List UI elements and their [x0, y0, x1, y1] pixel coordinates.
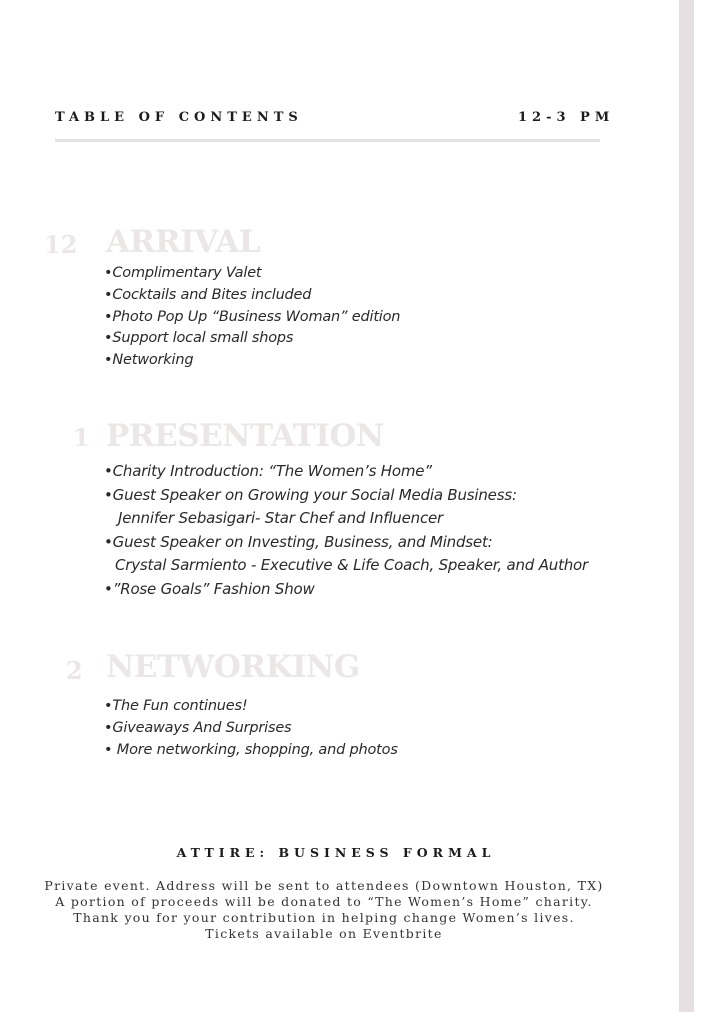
list-item: Crystal Sarmiento - Executive & Life Coach, Speaker, and Author	[115, 556, 588, 575]
list-item: Jennifer Sebasigari- Star Chef and Influencer	[118, 509, 443, 528]
list-item: •Cocktails and Bites included	[104, 286, 312, 303]
section-items	[104, 696, 398, 761]
footer-notes	[0, 878, 648, 942]
section-title: NETWORKING	[106, 649, 360, 685]
header-divider	[55, 139, 600, 142]
section-items	[104, 263, 400, 372]
list-item: •Guest Speaker on Growing your Social Media Business:	[104, 485, 517, 504]
section-title: ARRIVAL	[106, 224, 261, 260]
section-number: 1	[73, 423, 90, 452]
list-item: •Networking	[104, 352, 194, 369]
attire-note: ATTIRE: BUSINESS FORMAL	[176, 845, 496, 860]
page-title: TABLE OF CONTENTS	[55, 110, 303, 125]
list-item: •”Rose Goals” Fashion Show	[104, 579, 315, 598]
footer-line: Tickets available on Eventbrite	[205, 926, 443, 941]
footer-line: Private event. Address will be sent to attendees (Downtown Houston, TX)	[44, 878, 604, 893]
footer-line: A portion of proceeds will be donated to “The Women’s Home” charity.	[55, 894, 593, 909]
list-item: • More networking, shopping, and photos	[104, 741, 398, 758]
list-item: •Charity Introduction: “The Women’s Home”	[104, 462, 432, 480]
section-number: 2	[66, 656, 83, 685]
list-item: •Complimentary Valet	[104, 265, 262, 281]
list-item: •Giveaways And Surprises	[104, 719, 292, 736]
footer-line: Thank you for your contribution in helping change Women’s lives.	[73, 910, 575, 925]
side-bar	[679, 0, 694, 1012]
list-item: •The Fun continues!	[104, 698, 248, 714]
list-item: •Guest Speaker on Investing, Business, and Mindset:	[104, 532, 493, 551]
section-title: PRESENTATION	[106, 418, 384, 454]
event-time: 12-3 PM	[518, 110, 615, 125]
list-item: •Photo Pop Up “Business Woman” edition	[104, 308, 401, 325]
section-number: 12	[44, 230, 78, 259]
list-item: •Support local small shops	[104, 330, 294, 347]
section-items	[104, 460, 588, 602]
